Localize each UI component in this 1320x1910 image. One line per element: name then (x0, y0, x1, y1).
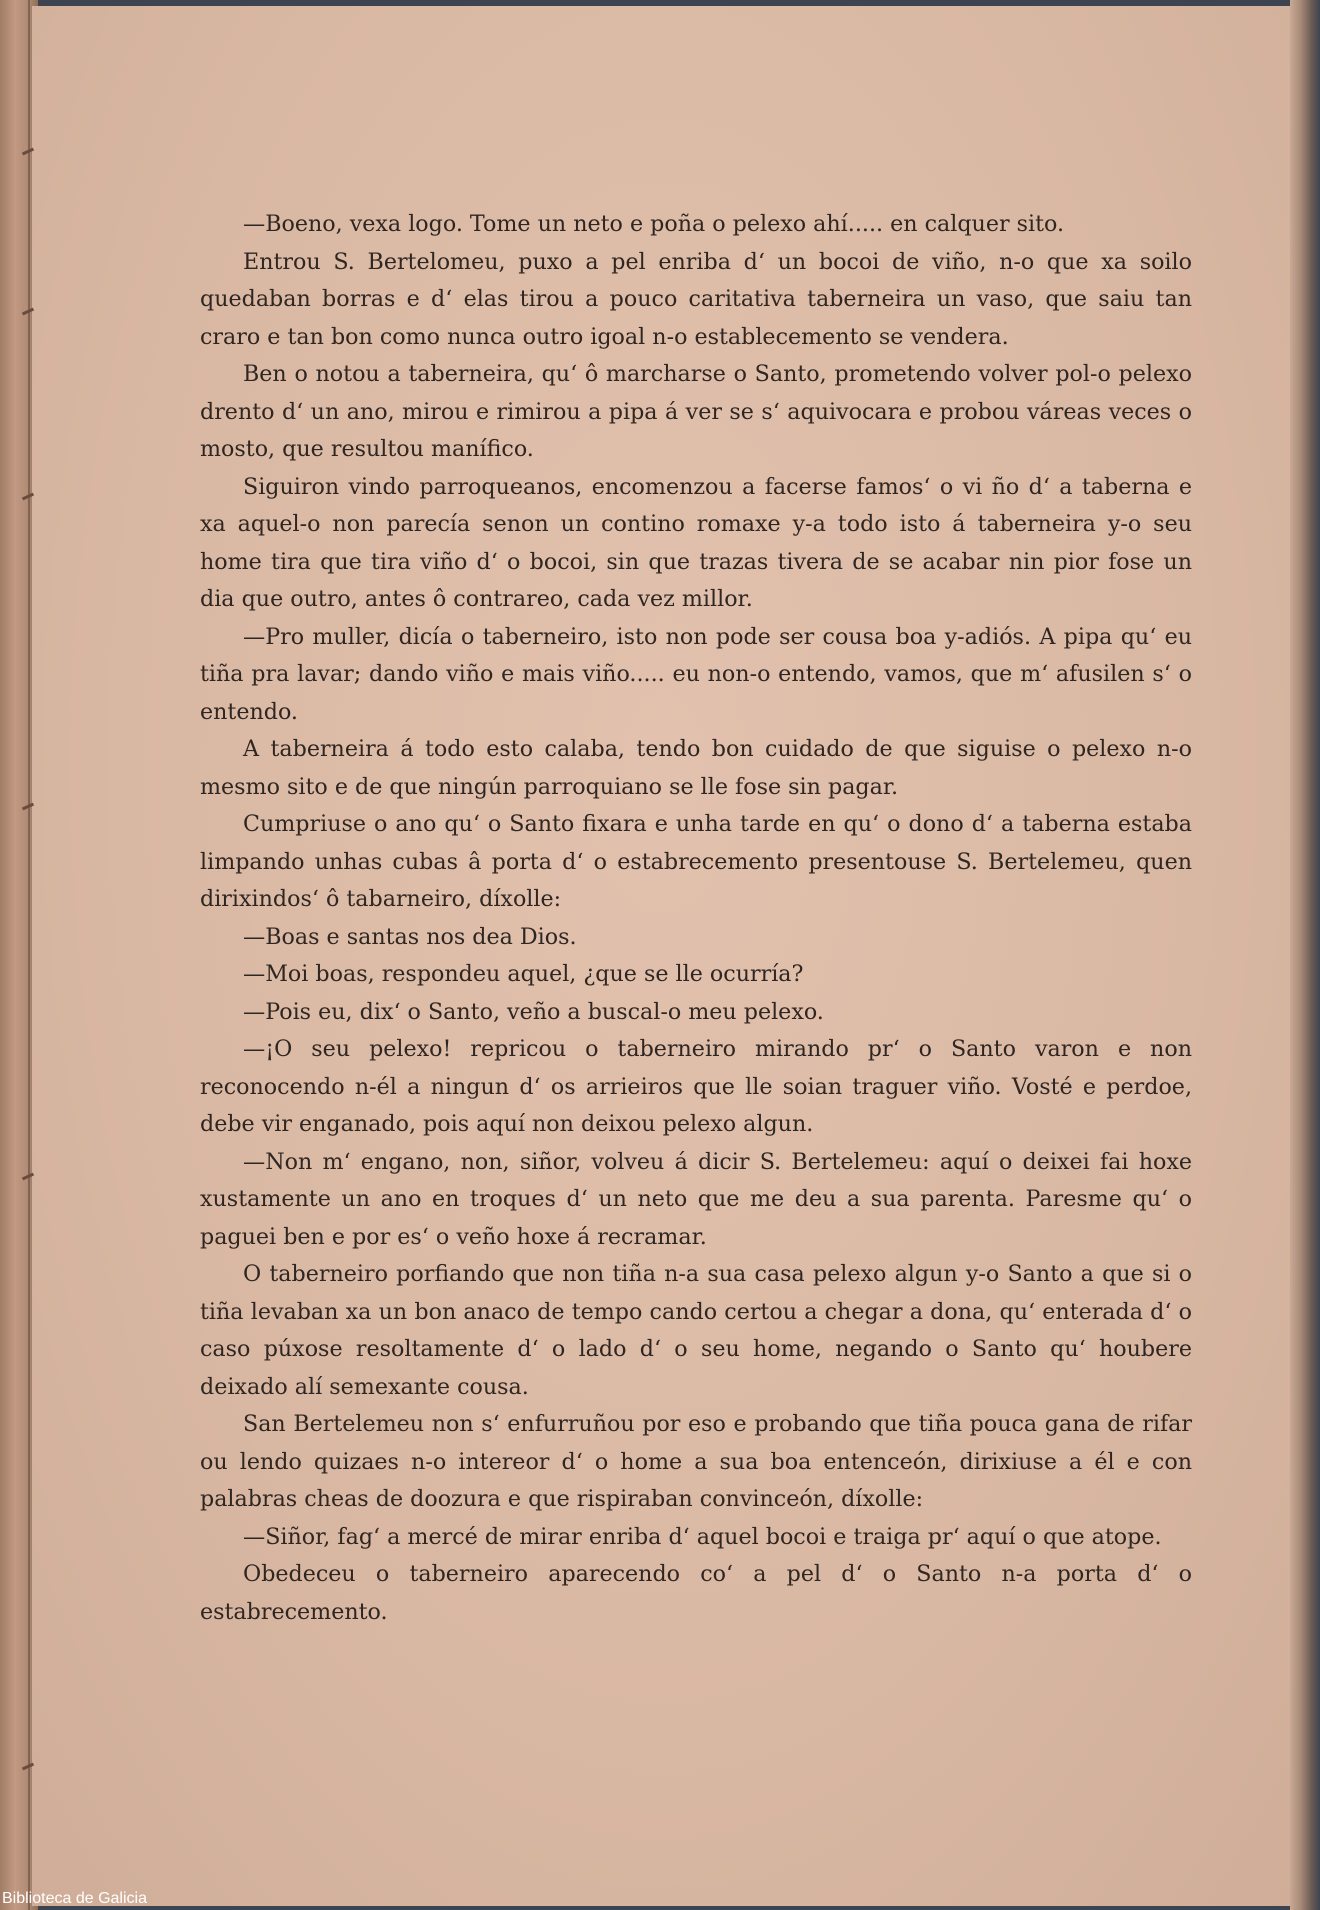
body-text (200, 206, 1192, 1631)
paragraph: A taberneira á todo esto calaba, tendo bon cuidado de que siguise o pelexo n-o mesmo sito e de que ningún parroquiano se lle fose sin pagar. (200, 736, 1192, 800)
paragraph: —Boas e santas nos dea Dios. (243, 923, 577, 950)
paragraph: —Non m‘ engano, non, siñor, volveu á dicir S. Bertelemeu: aquí o deixei fai hoxe xustamente un ano en troques d‘ un neto que me deu a sua parenta. Paresme qu‘ o paguei ben e por es‘ o veño hoxe á recramar. (200, 1148, 1192, 1250)
page-right-edge (1290, 0, 1320, 1910)
paragraph: —Siñor, fag‘ a mercé de mirar enriba d‘ aquel bocoi e traiga pr‘ aquí o que atope. (243, 1523, 1162, 1550)
binding-fold (28, 0, 30, 1910)
library-watermark: Biblioteca de Galicia (2, 1890, 147, 1907)
paragraph: —Pro muller, dicía o taberneiro, isto non pode ser cousa boa y-adiós. A pipa qu‘ eu tiña pra lavar; dando viño e mais viño..... eu non-o entendo, vamos, que m‘ afusilen s‘ o entendo. (200, 623, 1192, 725)
paragraph: —Pois eu, dix‘ o Santo, veño a buscal-o meu pelexo. (243, 998, 824, 1025)
paragraph: Siguiron vindo parroqueanos, encomenzou a facerse famos‘ o vi ño d‘ a taberna e xa aquel-o non parecía senon un contino romaxe y-a todo isto á taberneira y-o seu home tira que tira viño d‘ o bocoi, sin que trazas tivera de se acabar nin pior fose un dia que outro, antes ô contrareo, cada vez millor. (200, 473, 1192, 612)
paragraph: O taberneiro porfiando que non tiña n-a sua casa pelexo algun y-o Santo a que si o tiña levaban xa un bon anaco de tempo cando certou a chegar a dona, qu‘ enterada d‘ o caso púxose resoltamente d‘ o lado d‘ o seu home, negando o Santo qu‘ houbere deixado alí semexante cousa. (200, 1261, 1192, 1400)
paragraph: San Bertelemeu non s‘ enfurruñou por eso e probando que tiña pouca gana de rifar ou lendo quizaes n-o intereor d‘ o home a sua boa entenceón, dirixiuse a él e con palabras cheas de doozura e que rispiraban convinceón, díxolle: (200, 1411, 1192, 1512)
paragraph: —¡O seu pelexo! repricou o taberneiro mirando pr‘ o Santo varon e non reconocendo n-él a ningun d‘ os arrieiros que lle soian traguer viño. Vosté e perdoe, debe vir enganado, pois aquí non deixou pelexo algun. (200, 1036, 1192, 1137)
paragraph: Ben o notou a taberneira, qu‘ ô marcharse o Santo, prometendo volver pol-o pelexo drento d‘ un ano, mirou e rimirou a pipa á ver se s‘ aquivocara e probou váreas veces o mosto, que resultou manífico. (200, 361, 1192, 462)
paragraph: —Boeno, vexa logo. Tome un neto e poña o pelexo ahí..... en calquer sito. (243, 211, 1065, 237)
paragraph: Cumpriuse o ano qu‘ o Santo fixara e unha tarde en qu‘ o dono d‘ a taberna estaba limpando unhas cubas â porta d‘ o estabrecemento presentouse S. Bertelemeu, quen dirixindos‘ ô tabarneiro, díxolle: (200, 811, 1192, 912)
paragraph: Entrou S. Bertelomeu, puxo a pel enriba d‘ un bocoi de viño, n-o que xa soilo quedaban borras e d‘ elas tirou a pouco caritativa taberneira un vaso, que saiu tan craro e tan bon como nunca outro igoal n-o establecemento se vendera. (200, 248, 1192, 350)
paragraph: Obedeceu o taberneiro aparecendo co‘ a pel d‘ o Santo n-a porta d‘ o estabrecemento. (200, 1561, 1192, 1625)
paragraph: —Moi boas, respondeu aquel, ¿que se lle ocurría? (243, 961, 804, 987)
